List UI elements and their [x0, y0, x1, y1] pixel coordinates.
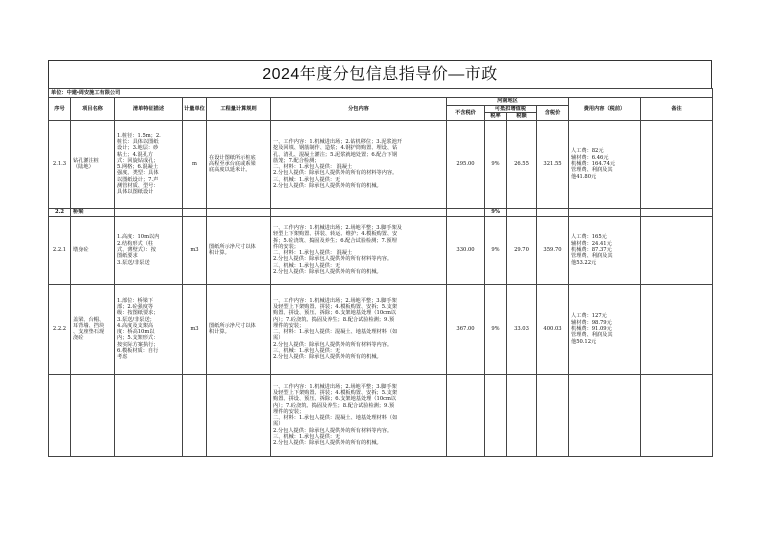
row-feature-line: 2.结构形式（柱	[117, 240, 154, 247]
row-feature	[115, 284, 183, 374]
row-cost-line: 他50.12元	[571, 338, 597, 345]
row-cost-line: 辅材费：6.46元	[571, 154, 609, 161]
row-content-line: 拆；5.砼浇筑、捣固及养生；6.配合试验检测；7.预埋	[273, 237, 397, 244]
row-rule-line: 积计算。	[209, 329, 230, 336]
row-remark	[641, 120, 713, 208]
empty-cell	[641, 208, 713, 216]
row-content-line: 三、机械：1.承包人提供：无	[273, 176, 341, 183]
row-feature-line: 粘土；4.混孔方	[117, 151, 154, 158]
header-name: 项目名称	[71, 98, 115, 121]
row-content-line: 2.分包人提供：除承包人提供外的所有材料等内容。	[273, 256, 393, 263]
row-content-line: 2.分包人提供：除承包人提供外的所有材料等内容。	[273, 427, 393, 434]
row-tax-rate: 9%	[485, 284, 507, 374]
row-cost-line: 辅材费：24.41元	[571, 240, 612, 247]
row-feature-line: 式：回旋钻成孔；	[117, 157, 159, 164]
row-content-line: 二、材料：1.承包人提供： 混凝土	[273, 250, 353, 257]
row-feature-line: 度：桥高10m以	[117, 329, 155, 336]
row-rule	[207, 284, 271, 374]
row-content-line: 三、机械：1.承包人提供：无	[273, 347, 341, 354]
header-rule: 工程量计算规则	[207, 98, 271, 121]
section-seq: 2.2	[49, 208, 71, 216]
row-content-line: 一、工作内容：1.机械进出场；2.钻机移位；3.泥浆池开	[273, 138, 402, 145]
row-content-line: 需）	[273, 421, 284, 428]
row-feature-line: 以图纸设计；7.声	[117, 176, 159, 183]
row-content-line: 及轻型上下架购置、拼装；4.模板购置、安拆；5.支架	[273, 303, 398, 310]
row-content	[271, 216, 447, 284]
row-cost	[569, 120, 641, 208]
empty-cell	[271, 208, 447, 216]
row-feature-line: 1.高度：10m以内	[117, 234, 160, 241]
row-seq: 2.2.2	[49, 284, 71, 374]
row-no-tax	[447, 374, 485, 456]
page-title: 2024年度分包信息指导价—市政	[48, 60, 712, 88]
row-name-line: 钻孔灌注桩	[73, 157, 99, 164]
price-sheet	[48, 60, 712, 457]
header-region: 河南地区	[447, 98, 569, 106]
row-feature-line: 桩长：具体以图纸	[117, 138, 159, 145]
row-content-line: 及轻型上下架购置、拼装；4.模板购置、安拆；5.支架	[273, 389, 398, 396]
row-tax-amount: 33.03	[507, 284, 537, 374]
row-feature-line: 内；5.支架形式：	[117, 335, 159, 342]
row-no-tax: 330.00	[447, 216, 485, 284]
row-feature-line: 3.泵送/非泵送；	[117, 316, 155, 323]
row-feature-line: 级：按图纸要求；	[117, 310, 159, 317]
row-cost	[569, 216, 641, 284]
empty-cell	[537, 208, 569, 216]
row-name-line: （陆地）	[73, 164, 94, 171]
section-name: 桥梁	[71, 208, 115, 216]
row-seq: 2.2.1	[49, 216, 71, 284]
row-content	[271, 284, 447, 374]
row-name-line: 盖梁、台帽、	[73, 316, 105, 323]
row-feature-line: 5.网格；6.混凝土	[117, 164, 159, 171]
row-cost-line: 机械费：91.09元	[571, 325, 612, 332]
row-cost-line: 他41.80元	[571, 173, 597, 180]
row-feature-line: 设计；3.地层：砂	[117, 145, 159, 152]
row-feature-line: 1.桩径：1.5m；2.	[117, 132, 161, 139]
table-row	[49, 120, 713, 208]
row-content-line: 需）	[273, 335, 284, 342]
row-rule-line: 高程至承台底或系梁	[209, 160, 256, 167]
header-unit: 计量单位	[183, 98, 207, 121]
row-content-line: 2.分包人提供：除承包人提供外的所有的机械。	[273, 268, 382, 275]
empty-cell	[183, 208, 207, 216]
row-tax-rate: 9%	[485, 216, 507, 284]
row-name-line: 耳背墙、挡块	[73, 322, 105, 329]
row-content-line: 埋件的安装；	[273, 322, 305, 329]
row-cost	[569, 374, 641, 456]
row-name	[71, 284, 115, 374]
unit-label: 单位：中建•周安施工有限公司	[49, 89, 713, 98]
row-cost-line: 辅材费：98.79元	[571, 319, 612, 326]
row-remark	[641, 216, 713, 284]
row-content-line: 二、材料：1.承包人提供： 混凝土	[273, 164, 353, 171]
header-seq: 序号	[49, 98, 71, 121]
row-feature-line: 图纸要求	[117, 253, 138, 260]
row-content-line: 埋件的安装；	[273, 408, 305, 415]
row-cost-line: 人工费：165元	[571, 234, 607, 241]
row-content-line: 一、工作内容：1.机械进出场；2.场地平整；3.脚手架	[273, 297, 397, 304]
row-remark	[641, 284, 713, 374]
row-content	[271, 120, 447, 208]
row-unit: m	[183, 120, 207, 208]
section-tax-rate: 9%	[485, 208, 507, 216]
row-with-tax: 321.55	[537, 120, 569, 208]
row-rule-line: 图纸所示净尺寸以体	[209, 322, 256, 329]
row-feature-line: 部；2.砼强度等	[117, 303, 154, 310]
row-tax-amount: 26.55	[507, 120, 537, 208]
price-table	[48, 88, 713, 457]
row-content-line: 2.分包人提供：除承包人提供外的所有的机械。	[273, 440, 382, 447]
row-no-tax: 295.00	[447, 120, 485, 208]
row-tax-rate: 9%	[485, 120, 507, 208]
row-content-line: 2.分包人提供：除承包人提供外的所有材料等内容。	[273, 341, 393, 348]
row-content-line: 二、材料：1.承包人提供：混凝土、地基处理材料（如	[273, 415, 398, 422]
row-feature-line: 式、薄壁式）：按	[117, 246, 156, 253]
empty-cell	[507, 208, 537, 216]
row-tax-amount	[507, 374, 537, 456]
row-name	[71, 120, 115, 208]
row-feature	[115, 216, 183, 284]
row-name	[71, 374, 115, 456]
empty-cell	[447, 208, 485, 216]
row-cost-line: 管理费、利润及其	[571, 332, 613, 339]
row-rule	[207, 216, 271, 284]
row-content-line: 孔、清孔、混凝土灌注；5.泥浆就地处置；6.配合下钢	[273, 151, 398, 158]
header-remark: 备注	[641, 98, 713, 121]
header-cost: 费用内容（税前）	[569, 98, 641, 121]
row-feature-line: 4.高度及支架高	[117, 322, 154, 329]
row-tax-amount: 29.70	[507, 216, 537, 284]
row-cost-line: 管理费、利润及其	[571, 253, 613, 260]
header-tax-amount: 税额	[507, 113, 537, 120]
row-cost-line: 他53.22元	[571, 259, 597, 266]
row-seq: 2.1.3	[49, 120, 71, 208]
row-feature-line: 3.泵送/非泵送	[117, 259, 150, 266]
row-cost-line: 人工费：127元	[571, 313, 607, 320]
empty-cell	[207, 208, 271, 216]
row-rule	[207, 374, 271, 456]
row-cost-line: 机械费：87.37元	[571, 246, 612, 253]
row-content	[271, 374, 447, 456]
row-feature-line: 强度、类型：具体	[117, 170, 159, 177]
row-content-line: 内）；7.砼浇筑、捣固及养生；8.配合试验检测；9.预	[273, 402, 395, 409]
header-tax-rate: 税率	[485, 113, 507, 120]
row-with-tax: 359.70	[537, 216, 569, 284]
row-content-line: 轻型上下架购置、拼装、转运、维护；4.模板购置、安	[273, 231, 398, 238]
row-content-line: 2.分包人提供：除承包人提供外的所有的机械。	[273, 182, 382, 189]
row-content-line: 件的安装；	[273, 243, 299, 250]
empty-cell	[115, 208, 183, 216]
row-seq	[49, 374, 71, 456]
row-content-line: 一、工作内容：1.机械进出场；2.场地平整；3.脚手架及	[273, 224, 402, 231]
row-name	[71, 216, 115, 284]
row-rule-line: 底高度以延米计。	[209, 167, 251, 174]
section-row	[49, 208, 713, 216]
row-cost-line: 人工费：82元	[571, 148, 604, 155]
row-rule	[207, 120, 271, 208]
row-rule-line: 积计算。	[209, 250, 230, 257]
row-unit: m3	[183, 216, 207, 284]
row-with-tax: 400.03	[537, 284, 569, 374]
row-content-line: 2.分包人提供：除承包人提供外的所有的材料等内容。	[273, 170, 398, 177]
header-deductible: 可抵扣增值税	[485, 106, 537, 113]
empty-cell	[569, 208, 641, 216]
row-content-line: 内）；7.砼浇筑、捣固及养生；8.配合试验检测；9.预	[273, 316, 395, 323]
row-content-line: 购置、拼设、预压、拆除；6.支架地基处理（10cm以	[273, 310, 397, 317]
row-feature-line: 具体以图纸设计	[117, 189, 154, 196]
table-row	[49, 216, 713, 284]
row-content-line: 2.分包人提供：除承包人提供外的所有的机械。	[273, 354, 382, 361]
header-no-tax: 不含税价	[447, 106, 485, 121]
row-rule-line: 图纸所示净尺寸以体	[209, 243, 256, 250]
row-name-line: 墩身砼	[73, 246, 89, 253]
table-row	[49, 374, 713, 456]
row-content-line: 筋笼；7.配合检测；	[273, 157, 320, 164]
row-content-line: 三、机械：1.承包人提供：无	[273, 262, 341, 269]
row-feature-line: 考虑	[117, 354, 128, 361]
row-content-line: 二、材料：1.承包人提供：混凝土、地基处理材料（如	[273, 329, 398, 336]
row-no-tax: 367.00	[447, 284, 485, 374]
row-cost-line: 机械费：164.74元	[571, 160, 616, 167]
row-cost-line: 管理费、利润及其	[571, 167, 613, 174]
row-feature-line: 6.模板材质：自行	[117, 347, 159, 354]
row-with-tax	[537, 374, 569, 456]
row-unit: m3	[183, 284, 207, 374]
row-feature-line: 按实际方案执行；	[117, 341, 159, 348]
row-name-line: 浇砼	[73, 335, 84, 342]
row-content-line: 一、工作内容：1.机械进出场；2.场地平整；3.脚手架	[273, 383, 397, 390]
header-feature: 清单特征描述	[115, 98, 183, 121]
row-feature	[115, 374, 183, 456]
table-row	[49, 284, 713, 374]
row-unit	[183, 374, 207, 456]
row-feature	[115, 120, 183, 208]
row-content-line: 购置、拼设、预压、拆除；6.支架地基处理（10cm以	[273, 396, 397, 403]
row-content-line: 三、机械：1.承包人提供：无	[273, 433, 341, 440]
row-content-line: 挖及回填、钢筋制作、造浆；4.钢护筒购置、埋设、钻	[273, 145, 398, 152]
row-feature-line: 1.部位：桥梁下	[117, 297, 154, 304]
row-name-line: 、支座垫石现	[73, 329, 105, 336]
header-with-tax: 含税价	[537, 106, 569, 121]
row-remark	[641, 374, 713, 456]
row-tax-rate	[485, 374, 507, 456]
header-content: 分包内容	[271, 98, 447, 121]
row-cost	[569, 284, 641, 374]
row-feature-line: 测管材质、型号：	[117, 182, 159, 189]
row-rule-line: 在设计图纸所示桩底	[209, 154, 256, 161]
